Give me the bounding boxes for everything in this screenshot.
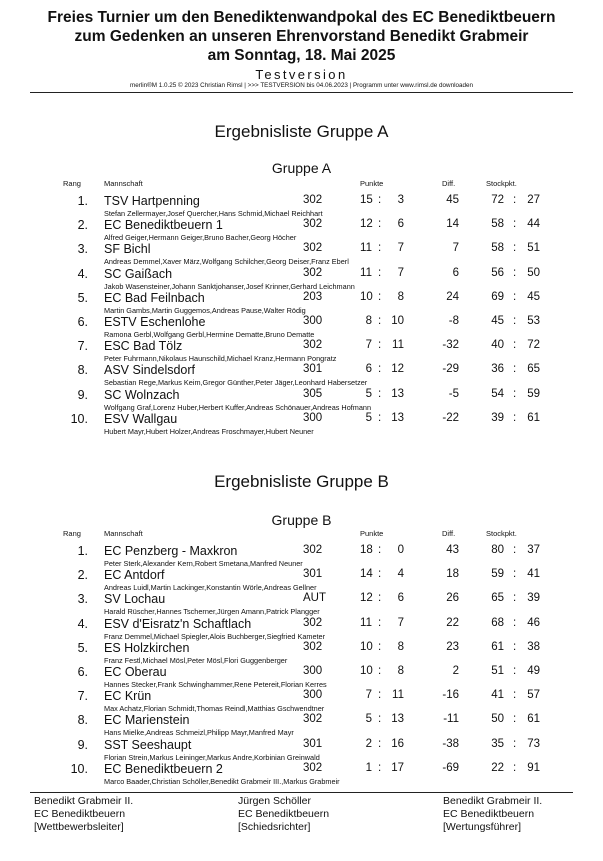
team-name: EC Benediktbeuern 1 <box>104 218 223 233</box>
stock-points-for: 39 <box>491 411 504 424</box>
player-list: Marco Baader,Christian Schöller,Benedikt Grabmeir III.,Markus Grabmeir <box>104 776 340 786</box>
difference: 45 <box>446 194 459 206</box>
team-name: EC Antdorf <box>104 568 165 583</box>
col-stockpkt: Stockpkt. <box>486 179 517 188</box>
signature-club: EC Benediktbeuern <box>34 808 126 820</box>
rank-value: 1. <box>77 194 88 208</box>
col-rang: Rang <box>63 179 81 188</box>
rank-value: 10. <box>70 761 88 776</box>
points-separator: : <box>378 544 382 556</box>
rank-value: 9. <box>77 737 88 752</box>
team-name: EC Oberau <box>104 665 167 679</box>
points-lost: 16 <box>391 737 404 750</box>
team-name: EC Penzberg - Maxkron <box>104 544 238 558</box>
stock-separator: : <box>513 266 517 279</box>
difference: -38 <box>442 737 459 750</box>
stock-separator: : <box>513 290 517 303</box>
stock-separator: : <box>513 242 517 255</box>
points-lost: 3 <box>397 194 404 206</box>
stock-points-for: 58 <box>491 218 504 231</box>
signature-role: [Schiedsrichter] <box>238 821 311 833</box>
team-name: ESV Wallgau <box>104 411 178 426</box>
points-won: 8 <box>365 315 372 327</box>
stock-points-for: 80 <box>491 544 504 556</box>
signature-wertungsfuehrer <box>443 795 542 834</box>
points-won: 11 <box>360 242 372 255</box>
rank-value: 5. <box>77 290 88 305</box>
signature-name: Benedikt Grabmeir II. <box>443 795 543 807</box>
stock-separator: : <box>513 218 517 231</box>
club-number: 302 <box>303 616 323 629</box>
difference: 6 <box>452 266 459 279</box>
stock-points-for: 35 <box>491 737 504 750</box>
difference: 24 <box>446 290 459 303</box>
col-punkte: Punkte <box>360 179 384 188</box>
difference: 14 <box>446 218 459 231</box>
rank-value: 2. <box>77 568 88 583</box>
player-list: Wolfgang Graf,Lorenz Huber,Herbert Kuffer,Andreas Schönauer,Andreas Hofmann <box>104 402 372 412</box>
points-lost: 13 <box>391 411 404 424</box>
footer-rule <box>30 792 573 793</box>
col-mannschaft: Mannschaft <box>104 179 143 188</box>
col-rang: Rang <box>63 529 81 538</box>
difference: 2 <box>452 665 459 677</box>
player-list: Hannes Stecker,Frank Schwinghammer,Rene Petereit,Florian Kerres <box>104 680 327 689</box>
signature-wettbewerbsleiter <box>34 795 133 834</box>
player-list: Alfred Geiger,Hermann Geiger,Bruno Bacher,Georg Höcher <box>104 233 297 243</box>
col-diff: Diff. <box>442 179 456 188</box>
difference: 18 <box>446 568 459 581</box>
rank-value: 8. <box>77 363 88 378</box>
points-won: 5 <box>365 387 372 400</box>
points-separator: : <box>378 761 382 774</box>
points-separator: : <box>378 737 382 750</box>
player-list: Franz Demmel,Michael Spiegler,Alois Buchberger,Siegfried Kameter <box>104 631 326 641</box>
club-number: 301 <box>303 737 323 750</box>
points-separator: : <box>378 218 382 231</box>
team-name: SC Gaißach <box>104 266 173 281</box>
points-won: 1 <box>365 761 372 774</box>
points-separator: : <box>378 363 382 376</box>
points-separator: : <box>378 592 382 605</box>
team-name: EC Benediktbeuern 2 <box>104 761 223 776</box>
stock-points-for: 54 <box>491 387 504 400</box>
stock-separator: : <box>513 640 517 653</box>
rank-value: 6. <box>77 315 88 329</box>
stock-points-against: 45 <box>527 290 540 303</box>
difference: -69 <box>442 761 459 774</box>
points-lost: 17 <box>391 761 404 774</box>
difference: 22 <box>446 616 459 629</box>
signature-role: [Wertungsführer] <box>443 821 522 833</box>
player-list: Florian Strein,Markus Leininger,Markus Andre,Korbinian Greinwald <box>104 752 320 762</box>
points-won: 14 <box>360 568 373 581</box>
team-name: EC Krün <box>104 689 152 704</box>
points-lost: 8 <box>397 290 404 303</box>
player-list: Martin Gambs,Martin Guggemos,Andreas Pause,Walter Rödig <box>104 305 306 315</box>
player-list: Hans Mielke,Andreas Schmeizl,Philipp Mayr,Manfred Mayr <box>104 728 294 738</box>
difference: -29 <box>442 363 459 376</box>
signature-name: Benedikt Grabmeir II. <box>34 795 134 807</box>
points-separator: : <box>378 290 382 303</box>
stock-points-against: 38 <box>527 640 540 653</box>
difference: 26 <box>446 592 459 605</box>
rank-value: 9. <box>77 387 88 402</box>
points-separator: : <box>378 242 382 255</box>
club-number: 301 <box>303 363 323 376</box>
stock-points-for: 69 <box>491 290 504 303</box>
difference: 7 <box>452 242 459 255</box>
stock-separator: : <box>513 411 517 424</box>
player-list: Harald Rüscher,Hannes Tscherner,Jürgen Amann,Patrick Plangger <box>104 607 320 617</box>
group-b-title: Gruppe B <box>271 512 332 528</box>
stock-points-against: 61 <box>527 411 540 424</box>
club-number: 301 <box>303 568 323 581</box>
player-list: Jakob Wasensteiner,Johann Sanktjohanser,Josef Krinner,Gerhard Leichmann <box>104 281 355 291</box>
player-list: Peter Fuhrmann,Nikolaus Haunschild,Michael Kranz,Hermann Pongratz <box>104 354 337 364</box>
stock-points-against: 73 <box>527 737 540 750</box>
club-number: 302 <box>303 242 323 255</box>
points-lost: 12 <box>391 363 404 376</box>
stock-points-against: 46 <box>527 616 540 629</box>
stock-points-for: 68 <box>491 616 504 629</box>
points-separator: : <box>378 339 382 352</box>
stock-separator: : <box>513 339 517 352</box>
points-won: 5 <box>365 713 372 726</box>
stock-points-for: 22 <box>491 761 504 774</box>
player-list: Andreas Demmel,Xaver März,Wolfgang Schilcher,Georg Deiser,Franz Eberl <box>104 257 349 267</box>
difference: -5 <box>448 387 459 400</box>
points-lost: 13 <box>391 387 404 400</box>
stock-points-for: 51 <box>491 665 504 677</box>
club-number: 302 <box>303 266 323 279</box>
points-separator: : <box>378 713 382 726</box>
player-list: Sebastian Rege,Markus Keim,Gregor Günther,Peter Jäger,Leonhard Habersetzer <box>104 378 368 388</box>
stock-points-against: 91 <box>527 761 540 774</box>
points-lost: 4 <box>397 568 404 581</box>
club-number: 203 <box>303 290 323 303</box>
col-diff: Diff. <box>442 529 456 538</box>
stock-points-against: 27 <box>527 194 540 206</box>
rank-value: 6. <box>77 665 88 679</box>
rank-value: 7. <box>77 689 88 704</box>
difference: -16 <box>442 689 459 702</box>
rank-value: 4. <box>77 266 88 281</box>
section-a-title: Ergebnisliste Gruppe A <box>214 122 389 141</box>
points-separator: : <box>378 194 382 206</box>
stock-points-against: 49 <box>527 665 540 677</box>
stock-points-against: 50 <box>527 266 540 279</box>
rank-value: 8. <box>77 713 88 728</box>
stock-separator: : <box>513 616 517 629</box>
points-lost: 13 <box>391 713 404 726</box>
team-name: TSV Hartpenning <box>104 194 200 208</box>
team-name: ES Holzkirchen <box>104 640 190 655</box>
stock-separator: : <box>513 761 517 774</box>
software-info: merlin®M 1.0.25 © 2023 Christian Rimsl | >>> TESTVERSION bis 04.06.2023 | Programm unter www.rimsl.de downloaden <box>130 82 473 89</box>
team-name: SC Wolnzach <box>104 387 180 402</box>
team-name: EC Marienstein <box>104 713 190 728</box>
player-list: Stefan Zellermayer,Josef Quercher,Hans Schmid,Michael Reichhart <box>104 209 323 218</box>
club-number: 300 <box>303 411 323 424</box>
player-list: Franz Festl,Michael Mösl,Peter Mösl,Flori Guggenberger <box>104 655 288 665</box>
stock-points-against: 72 <box>527 339 540 352</box>
rank-value: 2. <box>77 218 88 233</box>
stock-points-against: 37 <box>527 544 540 556</box>
points-won: 10 <box>360 640 373 653</box>
stock-separator: : <box>513 689 517 702</box>
points-separator: : <box>378 665 382 677</box>
rank-value: 5. <box>77 640 88 655</box>
points-won: 7 <box>365 339 372 352</box>
stock-points-for: 36 <box>491 363 504 376</box>
points-won: 12 <box>360 592 373 605</box>
points-won: 5 <box>365 411 372 424</box>
points-won: 6 <box>365 363 372 376</box>
club-number: 300 <box>303 689 323 702</box>
stock-points-for: 45 <box>491 315 504 327</box>
tournament-title-line2: zum Gedenken an unseren Ehrenvorstand Benedikt Grabmeir <box>74 28 529 45</box>
stock-points-for: 65 <box>491 592 504 605</box>
team-name: ESV d'Eisratz'n Schaftlach <box>104 616 252 631</box>
points-separator: : <box>378 315 382 327</box>
signature-club: EC Benediktbeuern <box>443 808 535 820</box>
club-number: 302 <box>303 713 323 726</box>
difference: -11 <box>443 713 459 726</box>
stock-points-against: 44 <box>527 218 540 231</box>
points-separator: : <box>378 689 382 702</box>
col-punkte: Punkte <box>360 529 384 538</box>
points-lost: 11 <box>392 689 404 702</box>
points-won: 11 <box>360 616 372 629</box>
team-name: ASV Sindelsdorf <box>104 363 196 378</box>
tournament-title-line1: Freies Turnier um den Benediktenwandpokal des EC Benediktbeuern <box>47 9 556 26</box>
points-lost: 11 <box>392 339 404 352</box>
stock-separator: : <box>513 713 517 726</box>
stock-separator: : <box>513 592 517 605</box>
difference: -22 <box>442 411 459 424</box>
team-name: ESC Bad Tölz <box>104 339 183 354</box>
points-lost: 0 <box>397 544 404 556</box>
col-stockpkt: Stockpkt. <box>486 529 517 538</box>
stock-points-against: 39 <box>527 592 540 605</box>
points-won: 12 <box>360 218 373 231</box>
points-lost: 7 <box>397 616 404 629</box>
stock-points-against: 53 <box>527 315 540 327</box>
group-a-title: Gruppe A <box>271 160 332 176</box>
difference: 23 <box>446 640 459 653</box>
stock-separator: : <box>513 387 517 400</box>
stock-separator: : <box>513 363 517 376</box>
club-number: 302 <box>303 194 323 206</box>
rank-value: 3. <box>77 242 88 257</box>
stock-separator: : <box>513 737 517 750</box>
tournament-date: am Sonntag, 18. Mai 2025 <box>207 47 396 64</box>
difference: 43 <box>446 544 459 556</box>
points-won: 11 <box>360 266 372 279</box>
points-won: 10 <box>360 290 373 303</box>
player-list: Peter Sterk,Alexander Kern,Robert Smetana,Manfred Neuner <box>104 559 303 568</box>
club-number: 305 <box>303 387 323 400</box>
player-list: Ramona Gerbl,Wolfgang Gerbl,Hermine Dematte,Bruno Dematte <box>104 330 315 339</box>
stock-points-for: 58 <box>491 242 504 255</box>
club-number: 300 <box>303 315 323 327</box>
difference: -32 <box>442 339 459 352</box>
stock-separator: : <box>513 665 517 677</box>
club-number: AUT <box>303 592 326 605</box>
stock-separator: : <box>513 544 517 556</box>
points-won: 18 <box>360 544 373 556</box>
points-lost: 6 <box>397 592 404 605</box>
signature-schiedsrichter <box>238 795 329 834</box>
points-lost: 10 <box>391 315 404 327</box>
points-won: 2 <box>365 737 372 750</box>
stock-points-for: 50 <box>491 713 504 726</box>
rank-value: 10. <box>70 411 88 426</box>
test-version-label: Testversion <box>255 67 348 82</box>
points-separator: : <box>378 640 382 653</box>
points-won: 15 <box>360 194 373 206</box>
stock-separator: : <box>513 194 517 206</box>
points-separator: : <box>378 411 382 424</box>
player-list: Hubert Mayr,Hubert Holzer,Andreas Froschmayer,Hubert Neuner <box>104 426 314 436</box>
rank-value: 1. <box>77 544 88 558</box>
team-name: ESTV Eschenlohe <box>104 315 206 329</box>
points-separator: : <box>378 568 382 581</box>
rank-value: 3. <box>77 592 88 607</box>
club-number: 302 <box>303 761 323 774</box>
result-row <box>0 411 603 448</box>
stock-points-for: 56 <box>491 266 504 279</box>
points-won: 10 <box>360 665 373 677</box>
club-number: 302 <box>303 544 323 556</box>
stock-points-for: 59 <box>491 568 504 581</box>
team-name: SF Bichl <box>104 242 151 257</box>
rank-value: 7. <box>77 339 88 354</box>
rank-value: 4. <box>77 616 88 631</box>
stock-points-against: 59 <box>527 387 540 400</box>
points-lost: 7 <box>397 266 404 279</box>
stock-points-against: 57 <box>527 689 540 702</box>
points-separator: : <box>378 266 382 279</box>
club-number: 302 <box>303 218 323 231</box>
points-lost: 8 <box>397 640 404 653</box>
club-number: 300 <box>303 665 323 677</box>
points-separator: : <box>378 616 382 629</box>
points-won: 7 <box>365 689 372 702</box>
points-separator: : <box>378 387 382 400</box>
signature-club: EC Benediktbeuern <box>238 808 330 820</box>
signature-role: [Wettbewerbsleiter] <box>34 821 124 833</box>
team-name: EC Bad Feilnbach <box>104 290 205 305</box>
points-lost: 8 <box>397 665 404 677</box>
stock-points-for: 40 <box>491 339 504 352</box>
signature-name: Jürgen Schöller <box>238 795 311 807</box>
stock-points-against: 51 <box>527 242 540 255</box>
stock-points-against: 61 <box>527 713 540 726</box>
stock-points-against: 41 <box>527 568 540 581</box>
points-lost: 6 <box>397 218 404 231</box>
difference: -8 <box>448 315 459 327</box>
points-lost: 7 <box>397 242 404 255</box>
team-name: SV Lochau <box>104 592 166 607</box>
stock-points-for: 61 <box>491 640 504 653</box>
stock-separator: : <box>513 315 517 327</box>
stock-separator: : <box>513 568 517 581</box>
col-mannschaft: Mannschaft <box>104 529 143 538</box>
team-name: SST Seeshaupt <box>104 737 192 752</box>
stock-points-for: 72 <box>491 194 504 206</box>
club-number: 302 <box>303 339 323 352</box>
header-rule <box>30 92 573 93</box>
stock-points-for: 41 <box>491 689 504 702</box>
section-b-title: Ergebnisliste Gruppe B <box>214 472 389 491</box>
player-list: Andreas Luidl,Martin Lackinger,Konstantin Wörle,Andreas Gellner <box>104 583 317 593</box>
club-number: 302 <box>303 640 323 653</box>
player-list: Max Achatz,Florian Schmidt,Thomas Reindl,Matthias Gschwendtner <box>104 704 325 714</box>
stock-points-against: 65 <box>527 363 540 376</box>
